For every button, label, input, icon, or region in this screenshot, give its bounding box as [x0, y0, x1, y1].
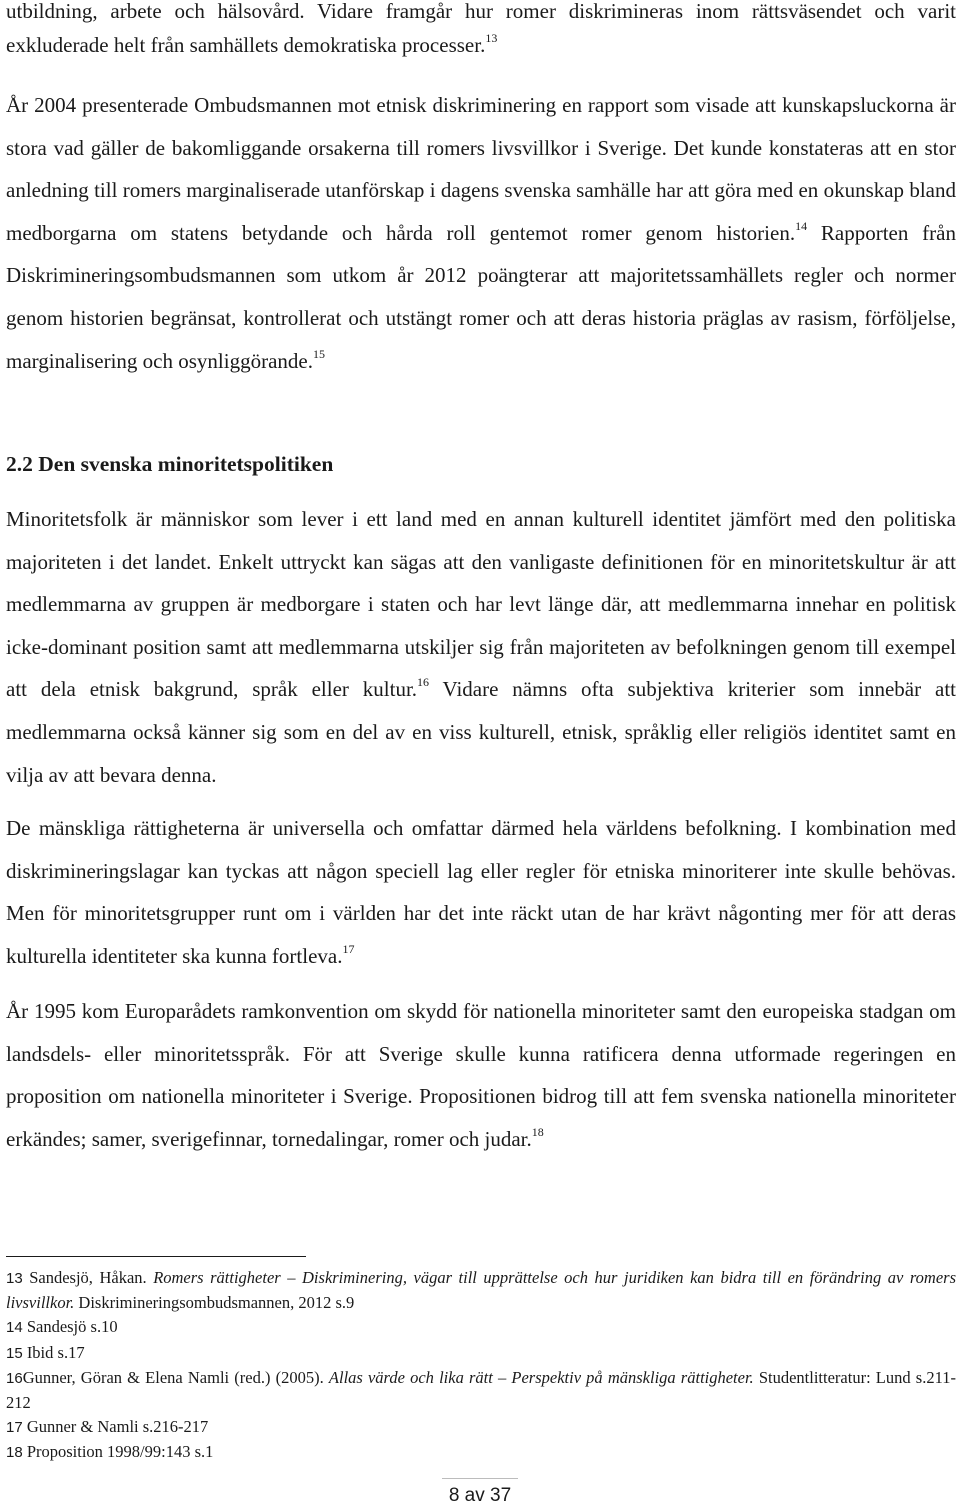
paragraph-report-2004: [6, 84, 956, 382]
footnote-title: Allas värde och lika rätt – Perspektiv på mänskliga rättigheter.: [328, 1367, 754, 1387]
footnote-18: [6, 1440, 956, 1465]
paragraph-intro-continuation: [6, 0, 956, 62]
footnote-ref-17[interactable]: 17: [342, 941, 355, 956]
footnote-15: [6, 1341, 956, 1366]
footnote-ref-15[interactable]: 15: [312, 346, 325, 361]
footnote-16: [6, 1366, 956, 1415]
footnote-ref-16[interactable]: 16: [417, 675, 430, 690]
footnote-14: [6, 1315, 956, 1340]
footnote-text: Studentlitteratur: Lund s.211-212: [6, 1367, 956, 1413]
section-heading: 2.2 Den svenska minoritetspolitiken: [6, 452, 334, 476]
paragraph-framework-1995: [6, 990, 956, 1160]
page-number: 8 av 37: [448, 1485, 512, 1506]
footnote-number: 15: [6, 1344, 23, 1362]
footnote-17: [6, 1415, 956, 1440]
footnote-text: Gunner, Göran & Elena Namli (red.) (2005).: [22, 1367, 329, 1387]
footnote-ref-13[interactable]: 13: [485, 31, 498, 45]
paragraph-minority-definition: [6, 498, 956, 796]
paragraph-text: Minoritetsfolk är människor som lever i ett land med en annan kulturell identitet jämfört med den politiska majoriteten i det landet. Enkelt uttryckt kan sägas att den vanligaste definitionen för en minoritetskultur är att medlemmarna av gruppen är medborgare i staten och har levt länge där, att medlemmarna innehar en politisk icke-dominant position samt att medlemmarna utskiljer sig från majoriteten av befolkningen genom till exempel att dela etnisk bakgrund, språk eller kultur.: [6, 507, 956, 702]
paragraph-text: År 2004 presenterade Ombudsmannen mot etnisk diskriminering en rapport som visade att kunskapsluckorna är stora vad gäller de bakomliggande orsakerna till romers livsvillkor i Sverige. Det kunde konstateras att en stor anledning till romers marginaliserade utanförskap i dagens svenska samhälle har att göra med en okunskap bland medborgarna om statens betydande och hårda roll gentemot romer genom historien.: [6, 93, 956, 245]
paragraph-text: Vidare nämns ofta subjektiva kriterier som innebär att medlemmarna också känner sig som en del av en viss kulturell, etnisk, språklig eller religiös identitet samt en vilja av att bevara denna.: [6, 677, 956, 787]
footnote-text: Sandesjö, Håkan.: [22, 1268, 154, 1287]
footnote-ref-14[interactable]: 14: [795, 218, 808, 233]
footnote-number: 16: [6, 1369, 23, 1387]
footnote-text: Diskrimineringsombudsmannen, 2012 s.9: [74, 1293, 355, 1313]
footnote-separator: [6, 1256, 306, 1257]
footnote-text: Ibid s.17: [22, 1342, 85, 1362]
footnote-text: Proposition 1998/99:143 s.1: [22, 1442, 214, 1462]
footnote-number: 14: [6, 1319, 23, 1337]
document-page: [6, 0, 956, 1509]
paragraph-text: År 1995 kom Europarådets ramkonvention om skydd för nationella minoriteter samt den europeiska stadgan om landsdels- eller minoritetsspråk. För att Sverige skulle kunna ratificera denna utformade regeringen en proposition om nationella minoriteter i Sverige. Propositionen bidrog till att fem svenska nationella minoriteter erkändes; samer, sverigefinnar, tornedalingar, romer och judar.: [6, 999, 956, 1151]
paragraph-text: De mänskliga rättigheterna är universella och omfattar därmed hela världens befolkning. I kombination med diskrimineringslagar kan tyckas att någon speciell lag eller regler för etniska minoriterer inte skulle behövas. Men för minoritetsgrupper runt om i världen har det inte räckt utan de har krävt någonting mer för att deras kulturella identiteter ska kunna fortleva.: [6, 816, 956, 968]
footnote-number: 17: [6, 1419, 23, 1437]
paragraph-text: utbildning, arbete och hälsovård. Vidare framgår hur romer diskrimineras inom rättsväsendet och varit exkluderade helt från samhällets demokratiska processer.: [6, 0, 956, 57]
page-number-rule: [442, 1478, 518, 1479]
footnotes: [6, 1266, 956, 1466]
footnote-number: 18: [6, 1444, 23, 1462]
footnote-title: Romers rättigheter – Diskriminering, vägar till upprättelse och hur juridiken kan bidra till en förändring av romers livsvillkor.: [6, 1268, 956, 1313]
paragraph-text: Rapporten från Diskrimineringsombudsmannen som utkom år 2012 poängterar att majoritetssamhällets regler och normer genom historien begränsat, kontrollerat och utstängt romer och att deras historia präglas av rasism, förföljelse, marginalisering och osynliggörande.: [6, 220, 956, 373]
footnote-text: Gunner & Namli s.216-217: [22, 1417, 209, 1437]
footnote-number: 13: [6, 1270, 23, 1287]
footnote-13: [6, 1266, 956, 1315]
footnote-ref-18[interactable]: 18: [531, 1124, 544, 1139]
paragraph-human-rights: [6, 807, 956, 977]
footnote-text: Sandesjö s.10: [22, 1317, 118, 1337]
